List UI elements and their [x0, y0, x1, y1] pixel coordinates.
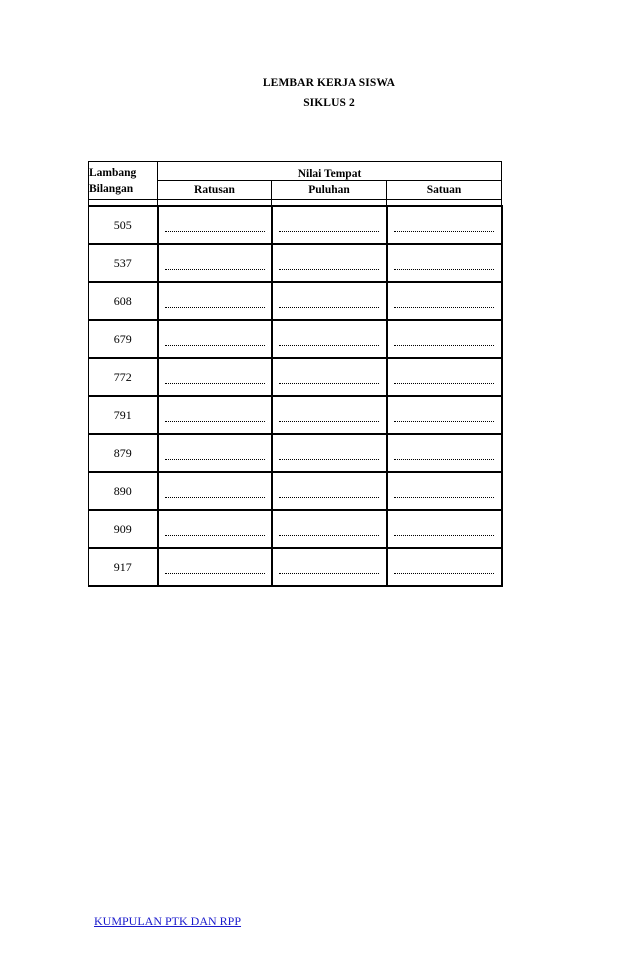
- ratusan-answer-cell[interactable]: [158, 510, 272, 548]
- puluhan-answer-cell[interactable]: [272, 206, 387, 244]
- place-value-table: [88, 161, 503, 587]
- dotted-answer-line: [279, 420, 379, 422]
- table-row: [89, 472, 502, 510]
- table-row: [89, 548, 502, 586]
- dotted-answer-line: [279, 230, 379, 232]
- satuan-answer-cell[interactable]: [387, 320, 502, 358]
- header-ratusan: Ratusan: [158, 181, 272, 200]
- dotted-answer-line: [394, 268, 494, 270]
- dotted-answer-line: [279, 268, 379, 270]
- puluhan-answer-cell[interactable]: [272, 358, 387, 396]
- table-row: [89, 244, 502, 282]
- table-row: [89, 358, 502, 396]
- dotted-answer-line: [165, 382, 265, 384]
- lambang-bilangan-cell: 608: [89, 282, 158, 320]
- puluhan-answer-cell[interactable]: [272, 510, 387, 548]
- satuan-answer-cell[interactable]: [387, 434, 502, 472]
- dotted-answer-line: [394, 496, 494, 498]
- dotted-answer-line: [394, 382, 494, 384]
- ratusan-answer-cell[interactable]: [158, 320, 272, 358]
- puluhan-answer-cell[interactable]: [272, 396, 387, 434]
- dotted-answer-line: [165, 306, 265, 308]
- dotted-answer-line: [279, 306, 379, 308]
- dotted-answer-line: [165, 420, 265, 422]
- satuan-answer-cell[interactable]: [387, 548, 502, 586]
- ratusan-answer-cell[interactable]: [158, 472, 272, 510]
- puluhan-answer-cell[interactable]: [272, 282, 387, 320]
- dotted-answer-line: [394, 230, 494, 232]
- ratusan-answer-cell[interactable]: [158, 396, 272, 434]
- lambang-bilangan-cell: 791: [89, 396, 158, 434]
- ratusan-answer-cell[interactable]: [158, 244, 272, 282]
- puluhan-answer-cell[interactable]: [272, 472, 387, 510]
- dotted-answer-line: [394, 344, 494, 346]
- satuan-answer-cell[interactable]: [387, 396, 502, 434]
- ratusan-answer-cell[interactable]: [158, 206, 272, 244]
- lambang-bilangan-cell: 879: [89, 434, 158, 472]
- dotted-answer-line: [394, 572, 494, 574]
- header-lambang-line2: Bilangan: [89, 182, 134, 195]
- dotted-answer-line: [394, 534, 494, 536]
- table-row: [89, 396, 502, 434]
- lambang-bilangan-cell: 772: [89, 358, 158, 396]
- header-satuan: Satuan: [387, 181, 502, 200]
- header-puluhan: Puluhan: [272, 181, 387, 200]
- dotted-answer-line: [165, 572, 265, 574]
- satuan-answer-cell[interactable]: [387, 358, 502, 396]
- satuan-answer-cell[interactable]: [387, 206, 502, 244]
- dotted-answer-line: [394, 458, 494, 460]
- worksheet-title: LEMBAR KERJA SISWA: [262, 77, 396, 89]
- dotted-answer-line: [394, 420, 494, 422]
- dotted-answer-line: [165, 230, 265, 232]
- table-row: [89, 320, 502, 358]
- dotted-answer-line: [165, 458, 265, 460]
- ratusan-answer-cell[interactable]: [158, 282, 272, 320]
- header-nilai-tempat: Nilai Tempat: [158, 162, 502, 181]
- puluhan-answer-cell[interactable]: [272, 434, 387, 472]
- dotted-answer-line: [279, 572, 379, 574]
- dotted-answer-line: [165, 496, 265, 498]
- satuan-answer-cell[interactable]: [387, 472, 502, 510]
- lambang-bilangan-cell: 679: [89, 320, 158, 358]
- table-row: [89, 282, 502, 320]
- satuan-answer-cell[interactable]: [387, 244, 502, 282]
- ratusan-answer-cell[interactable]: [158, 358, 272, 396]
- dotted-answer-line: [165, 534, 265, 536]
- dotted-answer-line: [165, 344, 265, 346]
- lambang-bilangan-cell: 505: [89, 206, 158, 244]
- dotted-answer-line: [279, 344, 379, 346]
- puluhan-answer-cell[interactable]: [272, 320, 387, 358]
- satuan-answer-cell[interactable]: [387, 282, 502, 320]
- satuan-answer-cell[interactable]: [387, 510, 502, 548]
- dotted-answer-line: [394, 306, 494, 308]
- header-lambang-bilangan: [89, 162, 158, 200]
- table-row: [89, 206, 502, 244]
- table-row: [89, 434, 502, 472]
- footer-link-kumpulan-ptk-rpp[interactable]: KUMPULAN PTK DAN RPP: [94, 914, 242, 928]
- table-row: [89, 510, 502, 548]
- dotted-answer-line: [165, 268, 265, 270]
- lambang-bilangan-cell: 890: [89, 472, 158, 510]
- lambang-bilangan-cell: 917: [89, 548, 158, 586]
- dotted-answer-line: [279, 534, 379, 536]
- ratusan-answer-cell[interactable]: [158, 548, 272, 586]
- table-body: [89, 200, 502, 587]
- dotted-answer-line: [279, 458, 379, 460]
- puluhan-answer-cell[interactable]: [272, 244, 387, 282]
- ratusan-answer-cell[interactable]: [158, 434, 272, 472]
- lambang-bilangan-cell: 909: [89, 510, 158, 548]
- header-lambang-line1: Lambang: [89, 166, 137, 179]
- worksheet-subtitle: SIKLUS 2: [303, 97, 355, 109]
- dotted-answer-line: [279, 382, 379, 384]
- lambang-bilangan-cell: 537: [89, 244, 158, 282]
- puluhan-answer-cell[interactable]: [272, 548, 387, 586]
- dotted-answer-line: [279, 496, 379, 498]
